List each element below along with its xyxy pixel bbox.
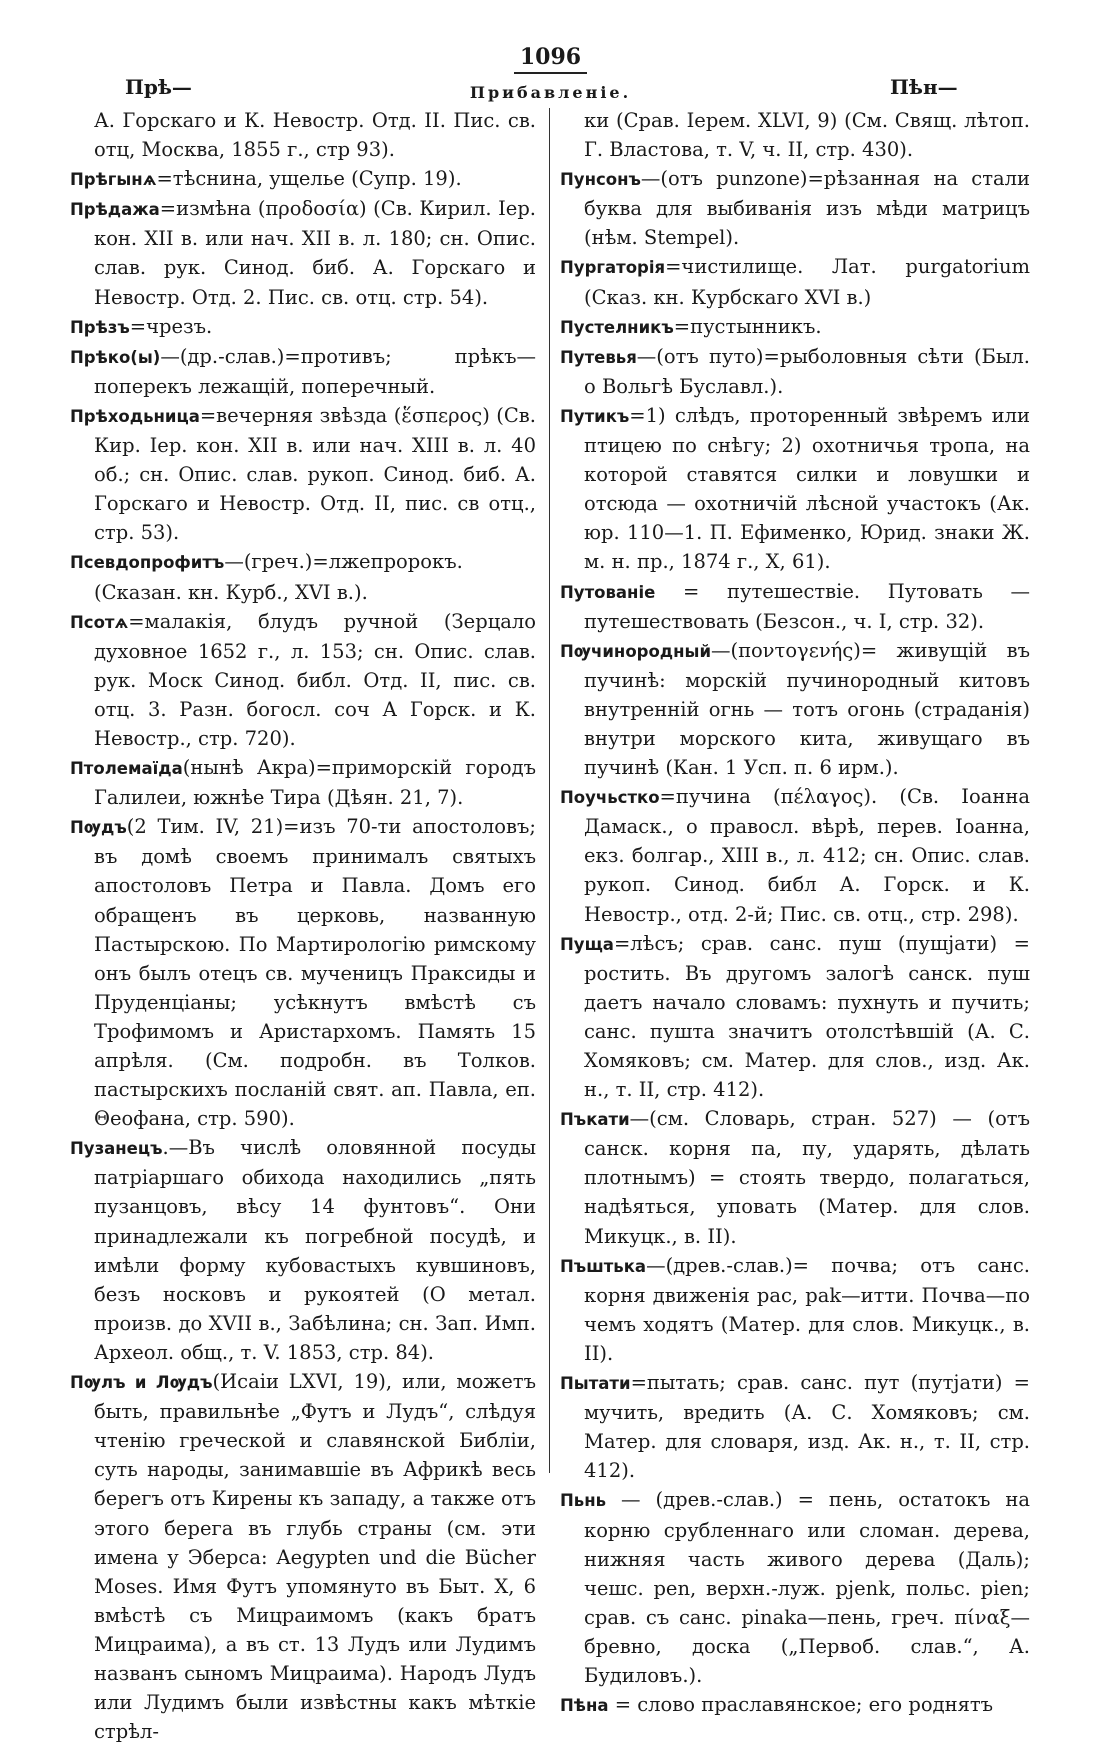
entry-headword: Псевдопрофитъ: [70, 553, 225, 573]
dictionary-entry: [70, 812, 536, 1133]
dictionary-entry: [70, 1133, 536, 1367]
entry-text: (Исаіи LXVI, 19), или, можетъ быть, правильнѣе „Футъ и Лудъ“, слѣдуя чтенію греческой и славянской Библіи, суть народы, занимавшіе въ Африкѣ весь берегъ отъ Кирены къ западу, а также отъ этого берега въ глубь страны (см. эти имена у Эберса: Aegypten und die Bücher Moses. Имя Футъ упомянуто въ Быт. X, 6 вмѣстѣ съ Мицраимомъ (какъ братъ Мицраима), а въ ст. 13 Лудъ или Лудимъ названъ сыномъ Мицраима). Народъ Лудъ или Лудимъ были извѣстны какъ мѣткіе стрѣл-: [94, 1370, 536, 1744]
dictionary-entry: [70, 194, 536, 311]
dictionary-entry: [70, 342, 536, 401]
entry-headword: Пѣна: [560, 1696, 609, 1716]
entry-text: ки (Срав. Іерем. XLVI, 9) (См. Свящ. лѣтоп. Г. Властова, т. V, ч. II, стр. 430).: [584, 109, 1030, 162]
entry-headword: Пуща: [560, 934, 614, 954]
entry-headword: Птолемаїда: [70, 759, 183, 779]
section-title: Прибавленіе.: [469, 83, 632, 102]
entry-text: =1) слѣдъ, проторенный звѣремъ или птицею по снѣгу; 2) охотничья тропа, на которой ставятся силки и ловушки и отсюда — охотничій лѣсной участокъ (Ак. юр. 110—1. П. Ефименко, Юрид. знаки Ж. м. н. пр., 1874 г., X, 61).: [584, 403, 1030, 574]
dictionary-entry: [70, 164, 536, 194]
entry-headword: Пѹлъ и Лѹдъ: [70, 1373, 213, 1393]
entry-text: —(древ.-слав.)= почва; отъ санс. корня движенія рас, pak—итти. Почва—по чемъ ходятъ (Матер. для слов. Микуцк., в. II).: [584, 1253, 1030, 1365]
entry-headword: Пьнь: [560, 1491, 607, 1511]
entry-text: =пытать; срав. санс. пут (путјати) = мучить, вредить (А. С. Хомяковъ; см. Матер. для словаря, изд. Ак. н., т. II, стр. 412).: [584, 1371, 1030, 1483]
entry-text: —(греч.)=лжепророкъ. (Сказан. кн. Курб., XVI в.).: [94, 550, 463, 604]
dictionary-entry: [560, 252, 1030, 311]
entry-text: =тѣснина, ущелье (Супр. 19).: [156, 167, 462, 191]
entry-text: =вечерняя звѣзда (ἕσπερος) (Св. Кир. Іер. кон. XII в. или нач. XIII в. л. 40 об.; сн. Опис. слав. рукоп. Синод. биб. А. Горскаго и Невостр. Отд. II, пис. св отц., стр. 53).: [94, 403, 536, 545]
entry-text: (2 Тим. IV, 21)=изъ 70-ти апостоловъ; въ домѣ своемъ принималъ святыхъ апостоловъ Петра и Павла. Домъ его обращенъ въ церковь, названную Пастырскою. По Мартирологію римскому онъ былъ отецъ св. мученицъ Праксиды и Пруденціаны; усѣкнутъ вмѣстѣ съ Трофимомъ и Аристархомъ. Память 15 апрѣля. (См. подробн. въ Толков. пастырскихъ посланій свят. ап. Павла, еп. Θеофана, стр. 590).: [94, 815, 536, 1131]
entry-text: —(см. Словарь, стран. 527) — (отъ санск. корня па, пу, ударять, дѣлать плотнымъ) = стоять твердо, полагаться, надѣяться, уповать (Матер. для слов. Микуцк., в. II).: [584, 1107, 1030, 1248]
entry-text: — (древ.-слав.) = пень, остатокъ на корню срубленнаго или сломан. дерева, нижняя часть живого дерева (Даль); чешс. pen, верхн.-луж. pjenk, польс. pien; срав. съ санс. pinaka—пень, греч. πίναξ—бревно, доска („Первоб. слав.“, А. Будиловъ.).: [584, 1488, 1030, 1687]
entry-text: А. Горскаго и К. Невостр. Отд. II. Пис. св. отц, Москва, 1855 г., стр 93).: [94, 109, 536, 162]
dictionary-entry: [560, 164, 1030, 252]
entry-headword: Пытати: [560, 1374, 631, 1394]
dictionary-entry: [70, 401, 536, 547]
entry-headword: Пузанецъ: [70, 1139, 163, 1159]
entry-text: —(др.-слав.)=противъ; прѣкъ—поперекъ лежащій, поперечный.: [94, 344, 536, 398]
entry-headword: Прѣходьница: [70, 406, 200, 426]
page-number: 1096: [0, 44, 1101, 70]
dictionary-entry: [560, 1485, 1030, 1690]
dictionary-entry: [560, 1368, 1030, 1485]
entry-headword: Путевья: [560, 347, 637, 367]
left-column: [70, 106, 536, 1746]
entry-headword: Прѣзъ: [70, 317, 130, 337]
entry-text: =лѣсъ; срав. санс. пуш (пушјати) = ростить. Въ другомъ залогѣ санск. пуш даетъ начало словамъ: пухнуть и пучить; санс. пушта значитъ отолстѣвшій (А. С. Хомяковъ; см. Матер. для слов., изд. Ак. н., т. II, стр. 412).: [584, 931, 1030, 1102]
dictionary-entry: [560, 401, 1030, 577]
entry-text: .—Въ числѣ оловянной посуды патріаршаго обихода находились „пять пузанцовъ, вѣсу 14 фунтовъ“. Они принадлежали къ погребной посудѣ, и имѣли форму кубовастыхъ кувшиновъ, безъ носковъ и рукоятей (О метал. произв. до XVII в., Забѣлина; сн. Зап. Имп. Археол. общ., т. V. 1853, стр. 84).: [94, 1136, 536, 1364]
right-guide-word: Пѣн—: [890, 75, 958, 99]
dictionary-entry: [560, 1104, 1030, 1250]
entry-text: = путешествіе. Путовать — путешествовать (Безсон., ч. I, стр. 32).: [584, 579, 1030, 633]
entry-text: =измѣна (προδοσία) (Св. Кирил. Іер. кон. XII в. или нач. XII в. л. 180; сн. Опис. слав. рук. Синод. биб. А. Горскаго и Невостр. Отд. 2. Пис. св. отц. стр. 54).: [94, 197, 536, 309]
dictionary-entry: [560, 636, 1030, 782]
entry-headword: Пъштька: [560, 1256, 647, 1276]
entry-text: —(ποντογενής)= живущій въ пучинѣ: морскій пучинородный китовъ внутренній огнь — тотъ огонь (страданія) внутри морского кита, живущаго въ пучинѣ (Кан. 1 Усп. п. 6 ирм.).: [584, 638, 1030, 780]
dictionary-entry: [560, 312, 1030, 342]
left-guide-word: Прѣ—: [125, 75, 192, 99]
dictionary-entry: [560, 929, 1030, 1105]
dictionary-entry: [70, 547, 536, 606]
entry-headword: Пѹчинородный: [560, 641, 712, 661]
entry-text: (нынѣ Акра)=приморскій городъ Галилеи, южнѣе Тира (Дѣян. 21, 7).: [94, 756, 536, 810]
column-divider: [549, 108, 550, 1473]
entry-text: =чрезъ.: [129, 314, 213, 338]
entry-text: =малакія, блудъ ручной (Зерцало духовное 1652 г., л. 153; сн. Опис. слав. рук. Моск Синод. библ. Отд. II, пис. св. отц. 3. Разн. богосл. соч А Горск. и К. Невостр., стр. 720).: [94, 609, 536, 750]
entry-continuation: [70, 106, 536, 164]
dictionary-entry: [560, 1251, 1030, 1368]
entry-headword: Прѣко(ы): [70, 347, 161, 367]
entry-headword: Пѹдъ: [70, 818, 127, 838]
entry-headword: Пъкати: [560, 1110, 630, 1130]
dictionary-entry: [560, 577, 1030, 636]
dictionary-entry: [70, 312, 536, 342]
entry-continuation: [560, 106, 1030, 164]
entry-headword: Путованіе: [560, 582, 656, 602]
dictionary-entry: [560, 342, 1030, 401]
entry-text: =пучина (πέλαγος). (Св. Іоанна Дамаск., о правосл. вѣрѣ, перев. Іоанна, екз. болгар., XIII в., л. 412; сн. Опис. слав. рукоп. Синод. библ А. Горск. и К. Невостр., отд. 2-й; Пис. св. отц., стр. 298).: [584, 785, 1030, 926]
entry-headword: Пургаторія: [560, 258, 666, 278]
entry-headword: Путикъ: [560, 406, 630, 426]
entry-headword: Пунсонъ: [560, 170, 641, 190]
entry-text: —(отъ punzone)=рѣзанная на стали буква для выбиванія изъ мѣди матрицъ (нѣм. Stempel).: [584, 167, 1030, 250]
entry-headword: Прѣгынѧ: [70, 170, 157, 190]
dictionary-entry: [70, 753, 536, 812]
entry-text: =чистилище. Лат. purgatorium (Сказ. кн. Курбскаго XVI в.): [584, 255, 1030, 309]
entry-headword: Прѣдажа: [70, 200, 160, 220]
entry-headword: Пустелникъ: [560, 317, 674, 337]
entry-text: —(отъ путо)=рыболовныя сѣти (Был. о Вольгѣ Буславл.).: [584, 344, 1030, 398]
entry-text: =пустынникъ.: [673, 314, 822, 338]
entry-text: = слово праславянское; его роднятъ: [608, 1693, 994, 1717]
dictionary-entry: [70, 607, 536, 753]
dictionary-entry: [560, 782, 1030, 928]
right-column: [560, 106, 1030, 1720]
entry-headword: Поучьстко: [560, 788, 660, 808]
dictionary-entry: [70, 1367, 536, 1746]
entry-headword: Псотѧ: [70, 612, 129, 632]
dictionary-entry: [560, 1690, 1030, 1720]
